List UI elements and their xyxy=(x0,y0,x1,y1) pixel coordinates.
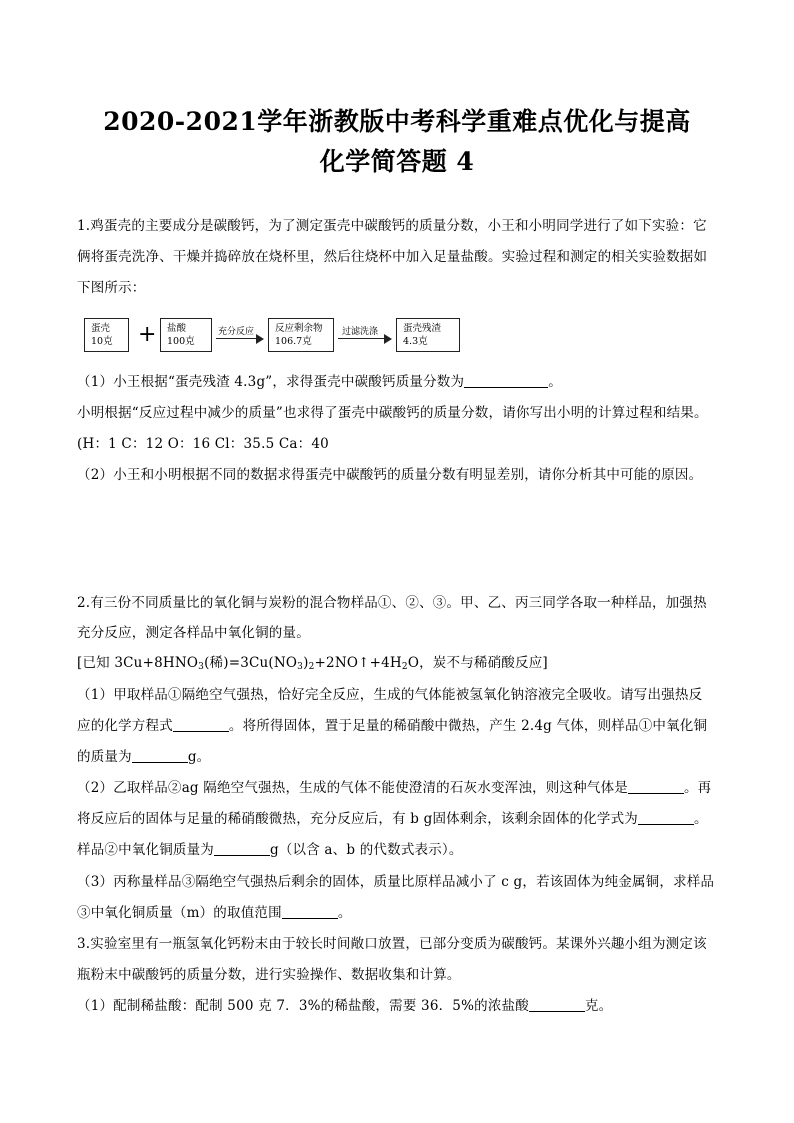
flow-arrow-react xyxy=(216,327,264,344)
q2-part3-line2 xyxy=(77,903,725,923)
q1-intro-line2: 俩将蛋壳洗净、干燥并捣碎放在烧杯里，然后往烧杯中加入足量盐酸。实验过程和测定的相关实验数据如 xyxy=(77,249,708,265)
flow-arrow-label: 充分反应 xyxy=(218,327,255,337)
q2-text: 的质量为 xyxy=(77,749,132,765)
answer-blank[interactable] xyxy=(282,904,338,919)
q2-text: 应的化学方程式 xyxy=(77,718,173,734)
q3-part1 xyxy=(77,996,725,1016)
arrow-line xyxy=(338,338,386,339)
q2-part2-line2 xyxy=(77,809,725,829)
answer-blank[interactable] xyxy=(173,717,229,732)
q2-text: 。 xyxy=(337,905,352,921)
flow-box-label: 蛋壳 xyxy=(91,323,111,334)
q2-text: 将反应后的固体与足量的稀硝酸微热，充分反应后，有 b g固体剩余，该剩余固体的化学式为 xyxy=(77,811,638,827)
q3-text: （1）配制稀盐酸：配制 500 克 7．3%的稀盐酸，需要 36．5%的浓盐酸 xyxy=(77,998,529,1014)
flow-box-label: 盐酸 xyxy=(167,323,187,334)
q2-intro-line2: 充分反应，测定各样品中氧化铜的量。 xyxy=(77,625,310,641)
q2-part3-line1: （3）丙称量样品③隔绝空气强热后剩余的固体，质量比原样品减小了 c g，若该固体为纯金属铜，求样品 xyxy=(77,874,715,890)
q2-text: 。再 xyxy=(683,780,712,796)
q1-part1-end: 。 xyxy=(548,374,562,390)
q3-intro-line1: 3.实验室里有一瓶氢氧化钙粉末由于较长时间敞口放置，已部分变质为碳酸钙。某课外兴趣小组为测定该 xyxy=(77,936,707,952)
eq-subscript: 2 xyxy=(308,662,315,672)
q3-intro-line2: 瓶粉末中碳酸钙的质量分数，进行实验操作、数据收集和计算。 xyxy=(77,967,461,983)
q3-text: 克。 xyxy=(584,998,613,1014)
q2-known-equation xyxy=(77,653,725,673)
flow-box-label: 蛋壳残渣 xyxy=(403,323,442,334)
q1-xiaoming: 小明根据“反应过程中减少的质量”也求得了蛋壳中碳酸钙的质量分数，请你写出小明的计算过程和结果。 xyxy=(77,405,708,421)
q2-intro-line1: 2.有三份不同质量比的氧化铜与炭粉的混合物样品①、②、③。甲、乙、丙三同学各取一种样品，加强热 xyxy=(77,595,707,611)
eq-part: ) xyxy=(303,655,309,671)
flow-box-value: 4.3克 xyxy=(403,336,428,347)
document-title-line2: 化学简答题 4 xyxy=(319,147,475,176)
q1-intro-line3: 下图所示： xyxy=(77,280,146,296)
eq-subscript: 3 xyxy=(297,662,304,672)
eq-subscript: 2 xyxy=(401,662,408,672)
answer-blank[interactable] xyxy=(214,841,270,856)
document-title-line1: 2020-2021学年浙教版中考科学重难点优化与提高 xyxy=(103,107,691,136)
flow-box-remainder xyxy=(268,318,334,352)
flow-box-eggshell xyxy=(84,318,129,352)
q1-part1-text: （1）小王根据“蛋壳残渣 4.3g”，求得蛋壳中碳酸钙质量分数为 xyxy=(77,374,465,390)
q2-text: 样品②中氧化铜质量为 xyxy=(77,842,214,858)
q1-flow-diagram xyxy=(84,318,464,358)
q2-part1-line2 xyxy=(77,716,725,736)
q1-atomic-masses: (H：1 C：12 O：16 Cl：35.5 Ca：40 xyxy=(77,436,329,452)
answer-blank[interactable] xyxy=(638,810,694,825)
q2-text: 。 xyxy=(693,811,708,827)
flow-box-acid xyxy=(160,318,212,352)
eq-subscript: 3 xyxy=(198,662,205,672)
flow-box-value: 100克 xyxy=(167,336,195,347)
q2-part2-line1 xyxy=(77,778,725,798)
arrow-line xyxy=(216,338,258,339)
answer-blank[interactable] xyxy=(529,997,585,1012)
flow-plus-sign: + xyxy=(138,322,157,347)
flow-box-label: 反应剩余物 xyxy=(275,323,323,334)
eq-part: [已知 3Cu+8HNO xyxy=(77,655,199,671)
answer-blank[interactable] xyxy=(464,373,548,388)
q2-part1-line1: （1）甲取样品①隔绝空气强热，恰好完全反应，生成的气体能被氢氧化钠溶液完全吸收。请写出强热反 xyxy=(77,687,703,703)
q2-part2-line3 xyxy=(77,840,725,860)
eq-part: +2NO↑+4H xyxy=(314,655,402,671)
flow-box-value: 106.7克 xyxy=(275,336,312,347)
arrow-head-icon xyxy=(256,334,264,344)
flow-box-value: 10克 xyxy=(91,336,113,347)
q2-text: （2）乙取样品②ag 隔绝空气强热，生成的气体不能使澄清的石灰水变浑浊，则这种气体是 xyxy=(77,780,628,796)
eq-part: O，炭不与稀硝酸反应] xyxy=(407,655,548,671)
arrow-head-icon xyxy=(384,334,392,344)
q1-part2: （2）小王和小明根据不同的数据求得蛋壳中碳酸钙的质量分数有明显差别，请你分析其中可能的原因。 xyxy=(77,467,703,483)
q1-intro-line1: 1.鸡蛋壳的主要成分是碳酸钙，为了测定蛋壳中碳酸钙的质量分数，小王和小明同学进行了如下实验：它 xyxy=(77,218,707,234)
q2-text: g。 xyxy=(187,749,211,765)
q2-text: g（以含 a、b 的代数式表示）。 xyxy=(270,842,463,858)
eq-part: (稀)=3Cu(NO xyxy=(204,655,298,671)
flow-arrow-filter xyxy=(338,327,392,344)
q1-part1 xyxy=(77,372,725,392)
answer-blank[interactable] xyxy=(132,748,188,763)
flow-box-residue xyxy=(396,318,460,352)
answer-blank[interactable] xyxy=(628,779,684,794)
flow-arrow-label: 过滤洗涤 xyxy=(342,327,379,337)
q2-text: ③中氧化铜质量（m）的取值范围 xyxy=(77,905,282,921)
q2-text: 。将所得固体，置于足量的稀硝酸中微热，产生 2.4g 气体，则样品①中氧化铜 xyxy=(228,718,708,734)
q2-part1-line3 xyxy=(77,747,725,767)
